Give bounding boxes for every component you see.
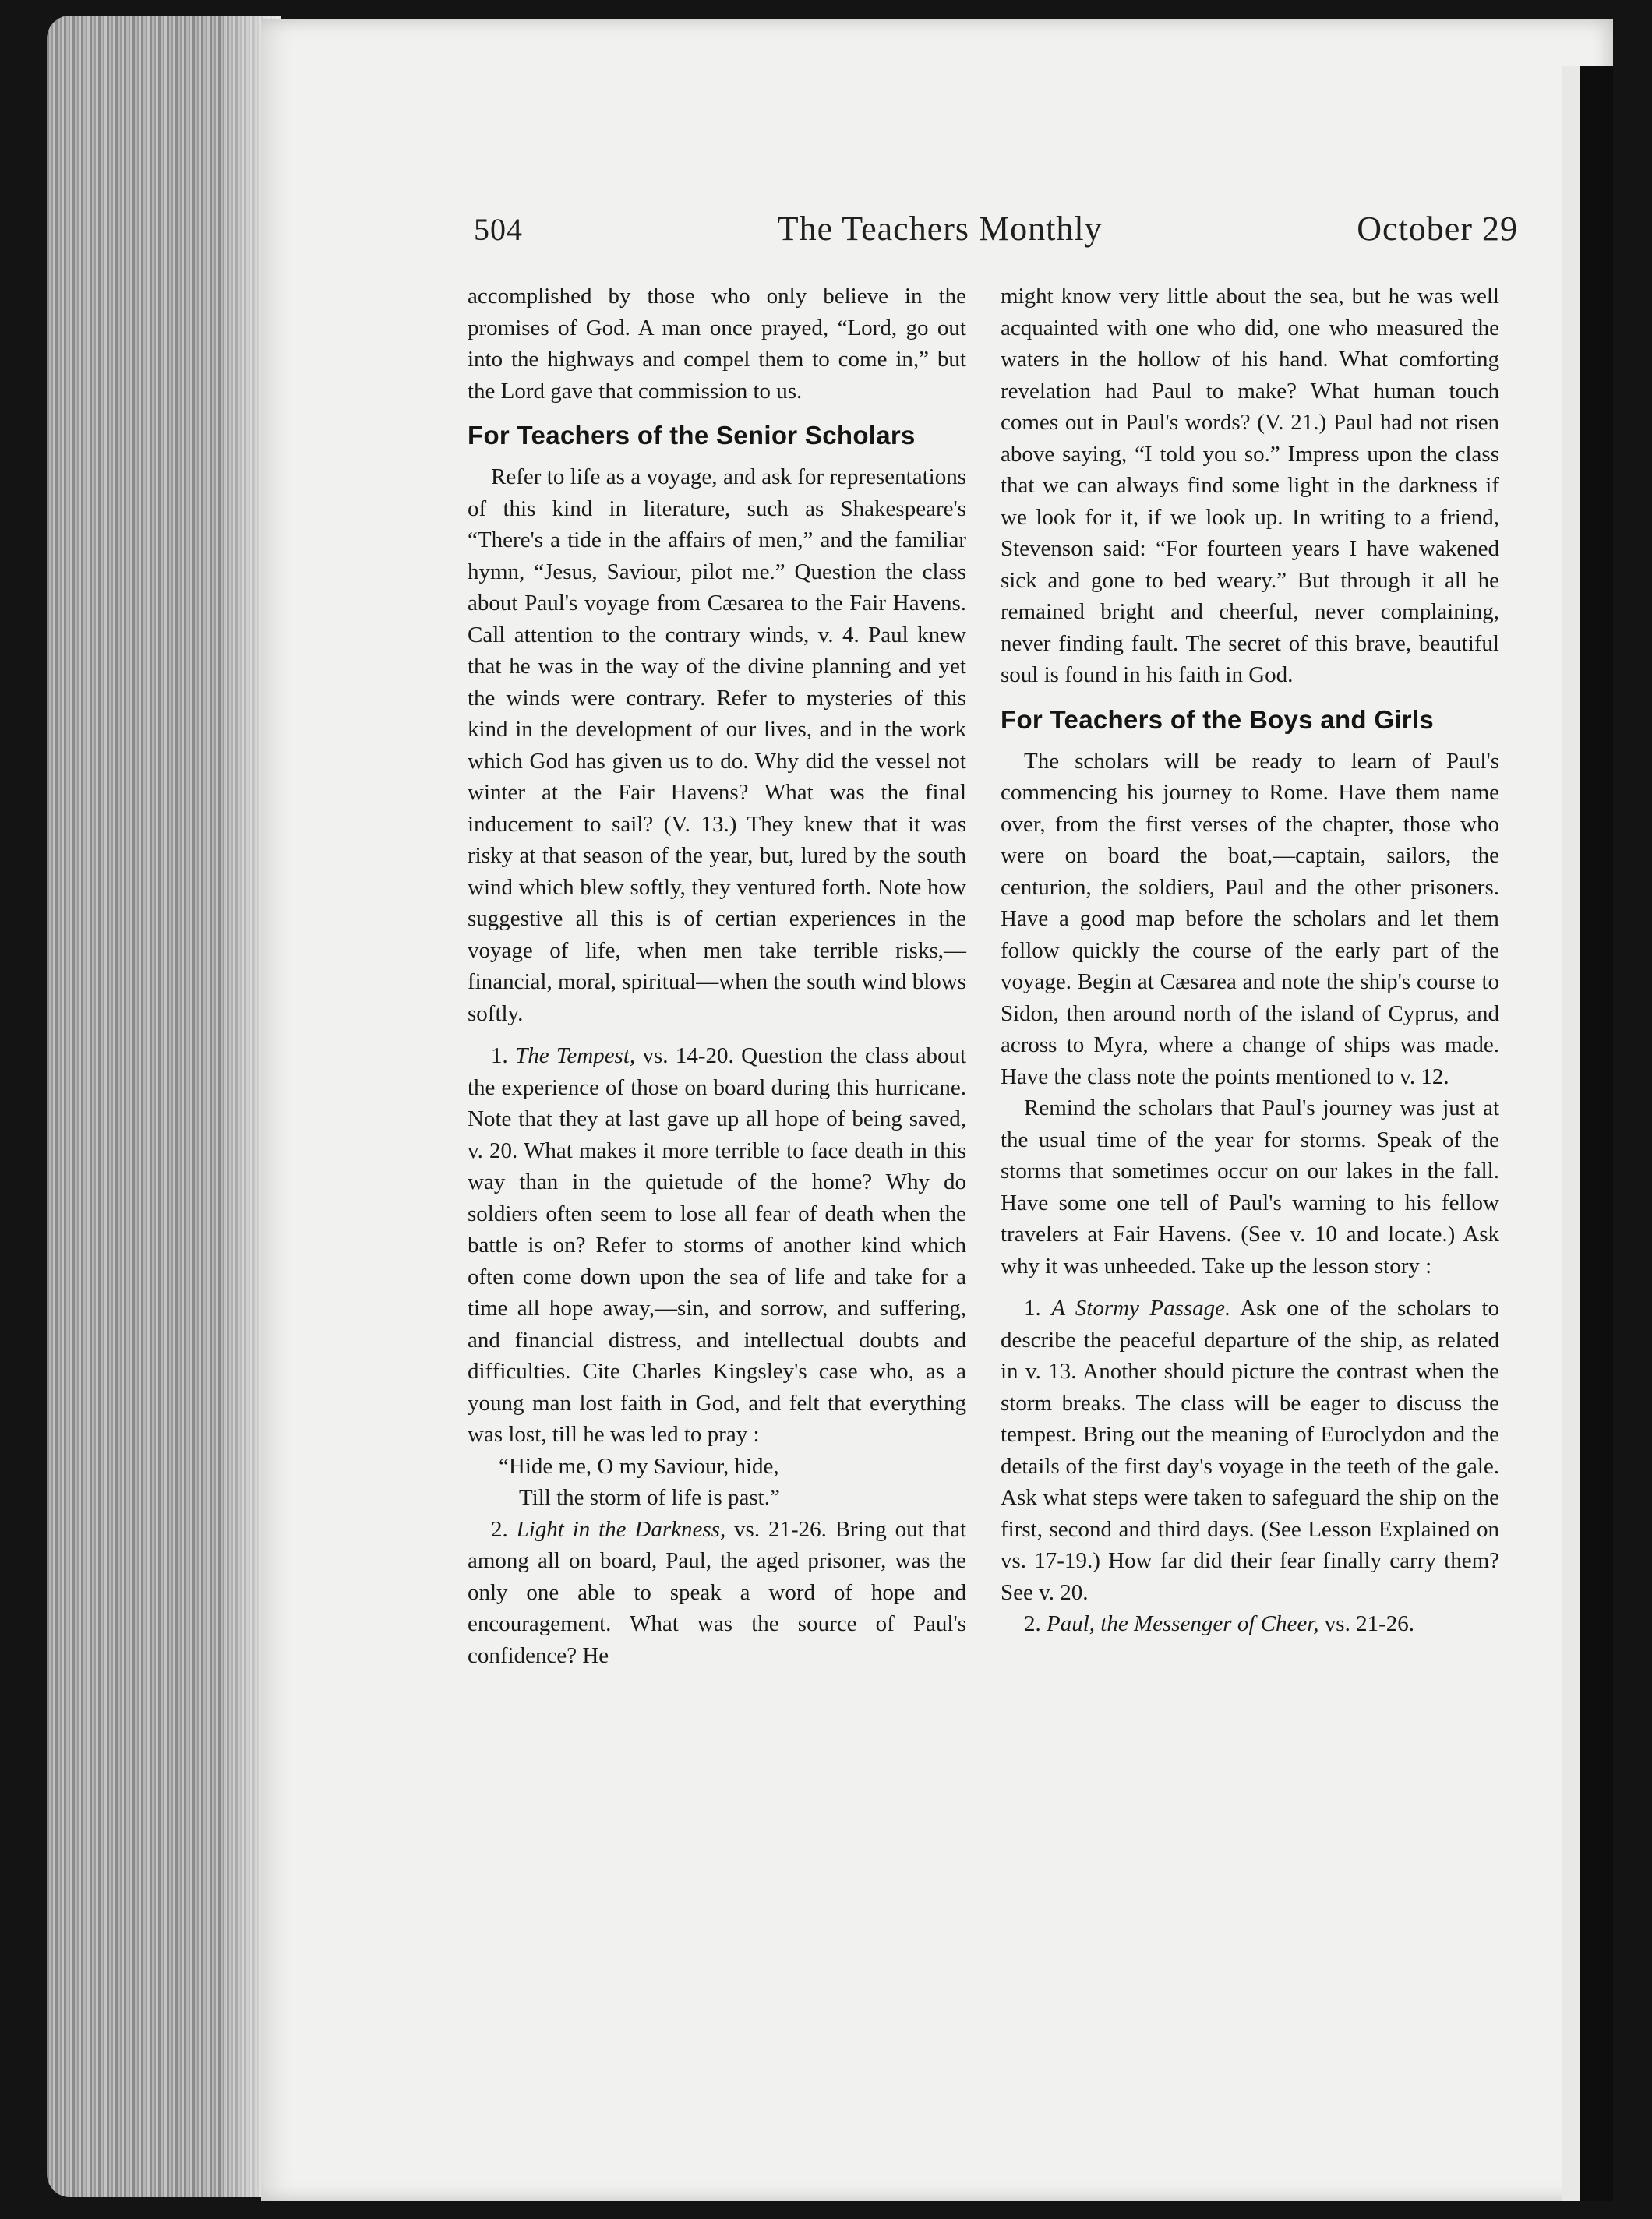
item-number: 2. [1024,1611,1041,1636]
paragraph-messenger [1001,1608,1499,1640]
item-text-light: vs. 21-26. Bring out that among all on board, Paul, the aged prisoner, was the only one able to speak a word of hope and encouragement. What was the source of Paul's confidence? He [468,1516,967,1668]
paragraph-continued: might know very little about the sea, but he was well acquainted with one who did, one who measured the waters in the hollow of his hand. What comforting revelation had Paul to make? What human touch comes out in Paul's words? (V. 21.) Paul had not risen above saying, “I told you so.” Impress upon the class that we can always find some light in the darkness if we look for it, if we look up. In writing to a friend, Stevenson said: “For fourteen years I have wakened sick and gone to bed weary.” But through it all he remained bright and cheerful, never complaining, never finding fault. The secret of this brave, beautiful soul is found in his faith in God. [1001,284,1499,687]
item-title-tempest: The Tempest, [515,1043,636,1068]
item-text-tempest: vs. 14-20. Question the class about the experience of those on board during this hurricane. Note that they at last gave up all hope of being saved, v. 20. What makes it more terrible to face death in this way than in the quietude of the home? Why do soldiers often seem to lose all fear of death when the battle is on? Refer to storms of another kind which often come down upon the sea of life and take for a time all hope away,—sin, and sorrow, and suffering, and financial distress, and intellectual doubts and difficulties. Cite Charles Kingsley's case who, as a young man lost faith in God, and felt that everything was lost, till he was led to pray : [468,1043,966,1447]
paragraph-boys-2: Remind the scholars that Paul's journey was just at the usual time of the year for storms. Speak of the storms that sometimes occur on our lakes in the fall. Have some one tell of Paul's warning to his fellow travelers at Fair Havens. (See v. 10 and locate.) Ask why it was unheeded. Take up the lesson story : [1001,1095,1499,1279]
item-number: 1. [491,1043,508,1068]
right-column [1001,280,1499,1640]
heading-boys-girls: For Teachers of the Boys and Girls [1001,704,1435,734]
item-title-light: Light in the Darkness, [516,1516,726,1542]
running-head [474,209,1518,271]
hymn-line-1: “Hide me, O my Saviour, hide, [499,1453,779,1479]
page-number: 504 [474,212,523,247]
facing-page-edge [1562,66,1613,2201]
paragraph-intro: accomplished by those who only believe in the promises of God. A man once prayed, “Lord, go out into the highways and compel them to come in,” but the Lord gave that commission to us. [468,284,966,404]
book-page-edges [47,16,281,2197]
heading-senior-scholars: For Teachers of the Senior Scholars [468,421,916,450]
item-text-messenger: vs. 21-26. [1318,1611,1414,1636]
paragraph-stormy [1001,1293,1499,1608]
paragraph-light [468,1514,966,1672]
item-title-stormy: A Stormy Passage. [1051,1296,1231,1321]
item-number: 1. [1024,1296,1041,1321]
item-text-stormy: Ask one of the scholars to describe the peaceful departure of the ship, as related in v. 13. Another should picture the contrast when the storm breaks. The class will be eager to discuss the tempest. Bring out the meaning of Euroclydon and the details of the first day's voyage in the teeth of the gale. Ask what steps were taken to safeguard the ship on the first, second and third days. (See Lesson Explained on vs. 17-19.) How far did their fear finally carry them? See v. 20. [1001,1296,1500,1605]
item-number: 2. [491,1516,508,1542]
hymn-line-2: Till the storm of life is past.” [519,1485,780,1510]
paragraph-tempest [468,1040,966,1451]
left-column [468,280,966,1671]
item-title-messenger: Paul, the Messenger of Cheer, [1047,1611,1319,1636]
journal-title: The Teachers Monthly [777,210,1103,248]
paragraph-senior: Refer to life as a voyage, and ask for representations of this kind in literature, such as Shakespeare's “There's a tide in the affairs of men,” and the familiar hymn, “Jesus, Saviour, pilot me.” Question the class about Paul's voyage from Cæsarea to the Fair Havens. Call attention to the contrary winds, v. 4. Paul knew that he was in the way of the divine planning and yet the winds were contrary. Refer to mysteries of this kind in the development of our lives, and in the work which God has given us to do. Why did the vessel not winter at the Fair Havens? What was the final inducement to sail? (V. 13.) They knew that it was risky at that season of the year, but, lured by the south wind which blew softly, they ventured forth. Note how suggestive all this is of certian experiences in the voyage of life, when men take terrible risks,—financial, moral, spiritual—when the south wind blows softly. [468,464,966,1026]
paragraph-boys-1: The scholars will be ready to learn of Paul's commencing his journey to Rome. Have them name over, from the first verses of the chapter, those who were on board the boat,—captain, sailors, the centurion, the soldiers, Paul and the other prisoners. Have a good map before the scholars and let them follow quickly the course of the early part of the voyage. Begin at Cæsarea and note the ship's course to Sidon, then around north of the island of Cyprus, and across to Myra, where a change of ships was made. Have the class note the points mentioned to v. 12. [1001,748,1499,1089]
issue-date: October 29 [1357,210,1518,248]
